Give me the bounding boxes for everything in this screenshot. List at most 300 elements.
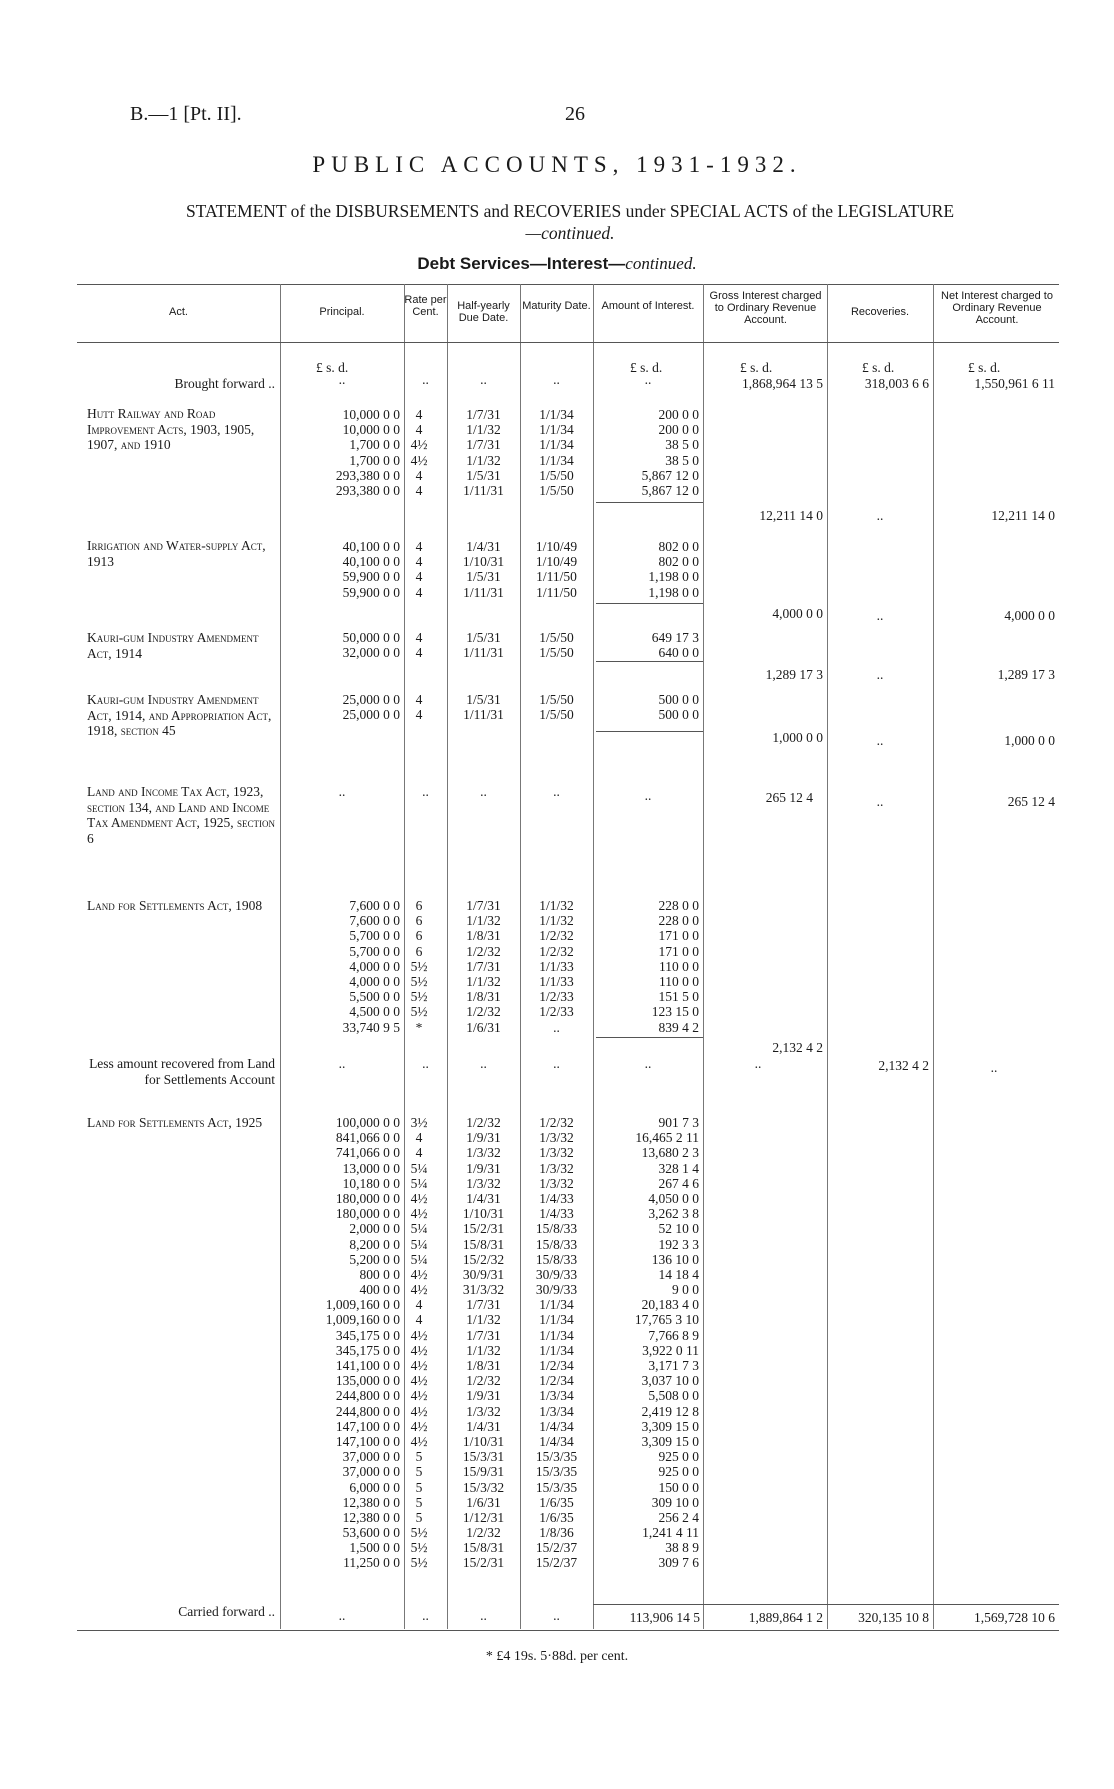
brought-forward-rate: ..: [422, 372, 429, 387]
due-date-list: [447, 898, 520, 1035]
unit-amount: £ s. d.: [630, 360, 663, 375]
carried-forward-gross: 1,889,864 1 2: [748, 1610, 823, 1625]
list-value: 2,419 12 8: [641, 1403, 699, 1419]
list-value: 1,500 0 0: [349, 1540, 400, 1556]
list-value: 5¼: [410, 1160, 428, 1176]
list-value: 4½: [410, 1282, 428, 1298]
list-value: 1/2/32: [466, 1373, 501, 1389]
act-name: Hutt Railway and Road Improvement Acts, 1903, 1905, 1907, and 1910: [87, 406, 255, 452]
list-value: 1/4/31: [466, 1190, 501, 1206]
list-value: 4½: [410, 1327, 428, 1343]
list-value: 4½: [410, 1403, 428, 1419]
rate-list: [404, 898, 434, 1035]
list-value: 1/5/31: [466, 692, 501, 707]
list-value: 5,867 12 0: [641, 467, 699, 483]
list-value: 13,680 2 3: [641, 1145, 699, 1161]
list-value: 1/2/33: [539, 989, 574, 1005]
principal-list: [282, 407, 400, 498]
rate-list: [404, 539, 434, 600]
list-value: 640 0 0: [658, 645, 699, 661]
list-value: 741,066 0 0: [335, 1145, 400, 1161]
list-value: 4: [415, 407, 423, 422]
list-value: 25,000 0 0: [342, 707, 400, 723]
list-value: 171 0 0: [658, 943, 699, 959]
list-value: 7,600 0 0: [349, 913, 400, 929]
amount-list: [596, 407, 699, 498]
list-value: 1/4/33: [539, 1206, 574, 1222]
list-value: 1/3/32: [539, 1175, 574, 1191]
list-value: 110 0 0: [659, 973, 699, 989]
list-value: 4: [415, 539, 423, 554]
list-value: 59,900 0 0: [342, 569, 400, 585]
page-title: PUBLIC ACCOUNTS, 1931-1932.: [312, 152, 802, 177]
carried-forward-amount: 113,906 14 5: [629, 1610, 700, 1625]
list-value: 1/11/31: [463, 645, 504, 661]
list-value: 15/2/32: [462, 1251, 505, 1267]
list-value: 1/8/31: [466, 1358, 501, 1373]
list-value: 1/11/50: [536, 569, 577, 585]
list-value: 10,000 0 0: [342, 407, 400, 422]
rate-list: [404, 407, 434, 498]
list-value: 1/2/32: [539, 943, 574, 959]
list-value: 3,262 3 8: [648, 1206, 699, 1222]
list-value: 4,050 0 0: [648, 1190, 699, 1206]
section-heading: [0, 254, 1114, 274]
list-value: 500 0 0: [658, 692, 699, 707]
list-value: 1,700 0 0: [349, 437, 400, 453]
list-value: 4,000 0 0: [349, 958, 400, 974]
brought-forward-net: 1,550,961 6 11: [974, 376, 1055, 391]
list-value: 1/2/32: [466, 1525, 501, 1541]
list-value: 5¼: [410, 1236, 428, 1252]
list-value: 147,100 0 0: [335, 1418, 400, 1434]
col-header-net: Net Interest charged to Ordinary Revenue Account.: [941, 290, 1053, 326]
list-value: 1/1/34: [539, 422, 574, 438]
list-value: 192 3 3: [658, 1236, 699, 1252]
list-value: 1/3/32: [466, 1403, 501, 1419]
list-value: 3,309 15 0: [641, 1418, 699, 1434]
list-value: 228 0 0: [658, 898, 699, 913]
list-value: 147,100 0 0: [335, 1433, 400, 1449]
list-value: 1/9/31: [466, 1160, 501, 1176]
recoveries-value: ..: [876, 608, 884, 623]
list-value: ..: [553, 1019, 560, 1035]
list-value: 1/3/34: [539, 1388, 574, 1404]
list-value: 1/7/31: [466, 958, 501, 974]
list-value: 1/10/31: [462, 554, 505, 570]
list-value: 1/1/34: [539, 407, 574, 422]
list-value: 25,000 0 0: [342, 692, 400, 707]
list-value: 6,000 0 0: [349, 1479, 400, 1495]
list-value: 1/2/32: [539, 1115, 574, 1130]
due-dots: ..: [480, 784, 487, 799]
column-divider: [593, 284, 594, 1629]
act-name: Land for Settlements Act, 1908: [87, 898, 263, 913]
list-value: 50,000 0 0: [342, 630, 400, 645]
brought-forward-gross: 1,868,964 13 5: [742, 376, 823, 391]
list-value: 1/4/34: [539, 1418, 574, 1434]
gross-interest: 2,132 4 2: [772, 1040, 823, 1055]
list-value: 53,600 0 0: [342, 1525, 400, 1541]
recoveries-value: ..: [876, 733, 884, 748]
list-value: 5,500 0 0: [349, 989, 400, 1005]
due-date-list: [447, 692, 520, 722]
list-value: 17,765 3 10: [634, 1312, 699, 1328]
list-value: 1/1/32: [466, 913, 501, 929]
list-value: *: [415, 1019, 423, 1035]
list-value: 1/7/31: [466, 1327, 501, 1343]
subtitle-main: STATEMENT of the DISBURSEMENTS and RECOVERIES under SPECIAL ACTS of the LEGISLATURE: [185, 201, 955, 221]
maturity-date-list: [520, 898, 593, 1035]
list-value: 12,380 0 0: [342, 1494, 400, 1510]
subtotal-rule: [596, 1037, 703, 1038]
list-value: 16,465 2 11: [635, 1130, 699, 1146]
list-value: 5: [415, 1464, 423, 1480]
list-value: 1/2/34: [539, 1358, 574, 1373]
list-value: 40,100 0 0: [342, 554, 400, 570]
statement-subtitle: [100, 200, 1040, 244]
due-date-list: [447, 539, 520, 600]
amount-list: [596, 630, 699, 660]
list-value: 1/9/31: [466, 1388, 501, 1404]
list-value: 1/5/50: [539, 467, 574, 483]
rate-dots: ..: [422, 784, 429, 799]
list-value: 4: [415, 630, 423, 645]
list-value: 141,100 0 0: [335, 1358, 400, 1373]
list-value: 228 0 0: [658, 913, 699, 929]
list-value: 293,380 0 0: [335, 467, 400, 483]
less-gross-dots: ..: [754, 1056, 762, 1071]
list-value: 15/2/31: [462, 1555, 505, 1571]
col-header-recoveries: Recoveries.: [850, 306, 910, 318]
list-value: 5: [415, 1509, 423, 1525]
section-continued: continued.: [625, 254, 697, 273]
list-value: 4: [415, 707, 423, 723]
list-value: 1/2/32: [466, 1004, 501, 1020]
col-header-maturity: Maturity Date.: [522, 300, 591, 312]
list-value: 150 0 0: [658, 1479, 699, 1495]
net-interest: 4,000 0 0: [1004, 608, 1055, 623]
rate-list: [404, 630, 434, 660]
list-value: 37,000 0 0: [342, 1449, 400, 1465]
carried-forward-label: Carried forward ..: [178, 1604, 275, 1619]
list-value: 500 0 0: [658, 707, 699, 723]
list-value: 1/1/32: [466, 1342, 501, 1358]
list-value: 5½: [410, 1555, 428, 1571]
list-value: 1,009,160 0 0: [325, 1312, 400, 1328]
list-value: 5½: [410, 1525, 428, 1541]
list-value: 6: [415, 898, 423, 913]
list-value: 1/4/31: [466, 539, 501, 554]
report-reference: B.—1 [Pt. II].: [130, 103, 242, 125]
subtotal-rule: [596, 661, 703, 662]
list-value: 4,000 0 0: [349, 973, 400, 989]
list-value: 5,867 12 0: [641, 482, 699, 498]
list-value: 1/11/31: [463, 584, 504, 600]
list-value: 4½: [410, 1418, 428, 1434]
amount-list: [596, 1115, 699, 1571]
list-value: 802 0 0: [658, 539, 699, 554]
list-value: 1/2/32: [539, 928, 574, 944]
list-value: 30/9/31: [462, 1266, 505, 1282]
list-value: 3,922 0 11: [642, 1342, 699, 1358]
act-name: Land and Income Tax Act, 1923, section 134, and Land and Income Tax Amendment Act, 1925, section 6: [87, 784, 276, 846]
list-value: 2,000 0 0: [349, 1221, 400, 1237]
act-name: Irrigation and Water-supply Act, 1913: [87, 538, 266, 569]
list-value: 1/10/49: [535, 539, 578, 554]
list-value: 4½: [410, 1206, 428, 1222]
principal-list: [282, 539, 400, 600]
list-value: 1/1/33: [539, 973, 574, 989]
less-recovered-label: Less amount recovered from Land for Settlements Account: [89, 1056, 275, 1087]
list-value: 4: [415, 1312, 423, 1328]
net-interest: 265 12 4: [1007, 794, 1055, 809]
list-value: 1/7/31: [466, 437, 501, 453]
list-value: 14 18 4: [658, 1266, 699, 1282]
header-rule: [77, 342, 1059, 343]
list-value: 1/3/32: [466, 1145, 501, 1161]
rate-list: [404, 692, 434, 722]
list-value: 4: [415, 1130, 423, 1146]
amount-list: [596, 692, 699, 722]
list-value: 4½: [410, 1266, 428, 1282]
list-value: 37,000 0 0: [342, 1464, 400, 1480]
list-value: 30/9/33: [535, 1266, 578, 1282]
recoveries-value: ..: [876, 667, 884, 682]
gross-interest: 12,211 14 0: [759, 508, 823, 523]
brought-forward-amount: ..: [644, 372, 652, 387]
list-value: 1,009,160 0 0: [325, 1297, 400, 1313]
principal-list: [282, 898, 400, 1035]
gross-interest: 1,000 0 0: [772, 730, 823, 745]
list-value: 100,000 0 0: [335, 1115, 400, 1130]
brought-forward-recoveries: 318,003 6 6: [864, 376, 929, 391]
list-value: 244,800 0 0: [335, 1388, 400, 1404]
section-main: Debt Services—Interest—: [417, 254, 626, 273]
list-value: 1/2/34: [539, 1373, 574, 1389]
list-value: 32,000 0 0: [342, 645, 400, 661]
list-value: 15/3/32: [462, 1479, 505, 1495]
list-value: 59,900 0 0: [342, 584, 400, 600]
list-value: 4: [415, 569, 423, 585]
list-value: 5½: [410, 989, 428, 1005]
amount-dots: ..: [644, 788, 652, 803]
list-value: 839 4 2: [658, 1019, 699, 1035]
gross-interest: 1,289 17 3: [765, 667, 823, 682]
list-value: 4½: [410, 1388, 428, 1404]
list-value: 1/1/34: [539, 437, 574, 453]
list-value: 901 7 3: [658, 1115, 699, 1130]
list-value: 1/1/32: [466, 452, 501, 468]
footnote: * £4 19s. 5·88d. per cent.: [485, 1649, 629, 1664]
col-header-half-yearly: Half-yearly Due Date.: [457, 300, 510, 324]
list-value: 1/7/31: [466, 407, 501, 422]
list-value: 649 17 3: [651, 630, 699, 645]
list-value: 1/1/34: [539, 1312, 574, 1328]
list-value: 1/4/33: [539, 1190, 574, 1206]
list-value: 4½: [410, 437, 428, 453]
list-value: 15/8/33: [535, 1251, 578, 1267]
gross-interest: 4,000 0 0: [772, 606, 823, 621]
list-value: 328 1 4: [658, 1160, 699, 1176]
list-value: 1/10/49: [535, 554, 578, 570]
list-value: 1/3/32: [539, 1160, 574, 1176]
list-value: 4½: [410, 1373, 428, 1389]
principal-dots: ..: [338, 784, 346, 799]
act-name: Land for Settlements Act, 1925: [87, 1115, 263, 1130]
list-value: 1/1/32: [466, 973, 501, 989]
list-value: 345,175 0 0: [335, 1342, 400, 1358]
list-value: 1/12/31: [462, 1509, 505, 1525]
list-value: 1/5/31: [466, 569, 501, 585]
list-value: 5: [415, 1494, 423, 1510]
list-value: 4: [415, 584, 423, 600]
list-value: 38 8 9: [665, 1540, 699, 1556]
list-value: 1/5/50: [539, 692, 574, 707]
maturity-dots: ..: [553, 784, 560, 799]
list-value: 15/3/35: [535, 1479, 578, 1495]
list-value: 9 0 0: [672, 1282, 699, 1298]
carried-forward-principal: ..: [338, 1608, 346, 1623]
unit-principal: £ s. d.: [316, 360, 349, 375]
list-value: 1/5/50: [539, 645, 574, 661]
list-value: 1/3/32: [466, 1175, 501, 1191]
list-value: 110 0 0: [659, 958, 699, 974]
list-value: 1/5/50: [539, 630, 574, 645]
carried-forward-net: 1,569,728 10 6: [974, 1610, 1055, 1625]
list-value: 3,309 15 0: [641, 1433, 699, 1449]
column-divider: [933, 284, 934, 1629]
less-due-dots: ..: [480, 1056, 487, 1071]
list-value: 1/5/31: [466, 630, 501, 645]
list-value: 13,000 0 0: [342, 1160, 400, 1176]
list-value: 1/6/35: [539, 1494, 574, 1510]
list-value: 1/5/31: [466, 467, 501, 483]
list-value: 4½: [410, 452, 428, 468]
carried-forward-maturity: ..: [553, 1608, 560, 1623]
list-value: 4,500 0 0: [349, 1004, 400, 1020]
list-value: 5¼: [410, 1221, 428, 1237]
list-value: 15/8/33: [535, 1236, 578, 1252]
due-date-list: [447, 407, 520, 498]
list-value: 5,700 0 0: [349, 943, 400, 959]
maturity-date-list: [520, 692, 593, 722]
column-divider: [703, 284, 704, 1629]
list-value: 15/8/31: [462, 1540, 505, 1556]
list-value: 4: [415, 554, 423, 570]
list-value: 256 2 4: [658, 1509, 699, 1525]
list-value: 1/1/32: [466, 1312, 501, 1328]
list-value: 1/5/50: [539, 707, 574, 723]
list-value: 1/4/34: [539, 1433, 574, 1449]
list-value: 1/1/32: [539, 898, 574, 913]
list-value: 309 10 0: [651, 1494, 699, 1510]
list-value: 136 10 0: [651, 1251, 699, 1267]
list-value: 5,700 0 0: [349, 928, 400, 944]
less-recoveries-value: 2,132 4 2: [878, 1058, 929, 1073]
list-value: 1/10/31: [462, 1206, 505, 1222]
list-value: 1/3/32: [539, 1130, 574, 1146]
list-value: 1/3/34: [539, 1403, 574, 1419]
unit-gross: £ s. d.: [740, 360, 773, 375]
list-value: 4: [415, 645, 423, 661]
list-value: 4: [415, 692, 423, 707]
list-value: 7,600 0 0: [349, 898, 400, 913]
list-value: 1/1/33: [539, 958, 574, 974]
maturity-date-list: [520, 407, 593, 498]
list-value: 1/1/32: [539, 913, 574, 929]
principal-list: [282, 1115, 400, 1571]
list-value: 4½: [410, 1190, 428, 1206]
list-value: 1,198 0 0: [648, 569, 699, 585]
list-value: 309 7 6: [658, 1555, 699, 1571]
list-value: 1,241 4 11: [642, 1525, 699, 1541]
list-value: 5: [415, 1479, 423, 1495]
subtotal-rule: [596, 603, 703, 604]
list-value: 4: [415, 1145, 423, 1161]
list-value: 5½: [410, 973, 428, 989]
recoveries-value: ..: [876, 508, 884, 523]
list-value: 4½: [410, 1433, 428, 1449]
list-value: 3½: [410, 1115, 428, 1130]
list-value: 6: [415, 913, 423, 929]
net-interest: 1,000 0 0: [1004, 733, 1055, 748]
amount-list: [596, 898, 699, 1035]
list-value: 5: [415, 1449, 423, 1465]
list-value: 1/6/35: [539, 1509, 574, 1525]
list-value: 11,250 0 0: [343, 1555, 400, 1571]
list-value: 5½: [410, 1004, 428, 1020]
col-header-gross: Gross Interest charged to Ordinary Revenue Account.: [709, 290, 822, 326]
col-header-act: Act.: [169, 306, 188, 318]
act-name: Kauri-gum Industry Amendment Act, 1914: [87, 630, 259, 661]
less-maturity-dots: ..: [553, 1056, 560, 1071]
list-value: 1,198 0 0: [648, 584, 699, 600]
list-value: 5,508 0 0: [648, 1388, 699, 1404]
list-value: 800 0 0: [359, 1266, 400, 1282]
list-value: 4: [415, 482, 423, 498]
carried-forward-due: ..: [480, 1608, 487, 1623]
list-value: 4: [415, 467, 423, 483]
amount-list: [596, 539, 699, 600]
list-value: 5½: [410, 1540, 428, 1556]
list-value: 15/3/35: [535, 1449, 578, 1465]
list-value: 244,800 0 0: [335, 1403, 400, 1419]
list-value: 5¼: [410, 1251, 428, 1267]
list-value: 267 4 6: [658, 1175, 699, 1191]
maturity-date-list: [520, 1115, 593, 1571]
due-date-list: [447, 630, 520, 660]
list-value: 6: [415, 943, 423, 959]
list-value: 1/7/31: [466, 1297, 501, 1313]
brought-forward-label: Brought forward ..: [174, 376, 275, 391]
list-value: 1/1/32: [466, 422, 501, 438]
list-value: 1/8/31: [466, 989, 501, 1005]
list-value: 1/1/34: [539, 1297, 574, 1313]
subtotal-rule: [596, 731, 703, 732]
list-value: 200 0 0: [658, 407, 699, 422]
list-value: 38 5 0: [665, 437, 699, 453]
list-value: 1/5/50: [539, 482, 574, 498]
list-value: 135,000 0 0: [335, 1373, 400, 1389]
less-net-dots: ..: [990, 1060, 998, 1075]
maturity-date-list: [520, 630, 593, 660]
list-value: 30/9/33: [535, 1282, 578, 1298]
list-value: 20,183 4 0: [641, 1297, 699, 1313]
net-interest: 12,211 14 0: [991, 508, 1055, 523]
list-value: 1/6/31: [466, 1494, 501, 1510]
list-value: 123 15 0: [651, 1004, 699, 1020]
